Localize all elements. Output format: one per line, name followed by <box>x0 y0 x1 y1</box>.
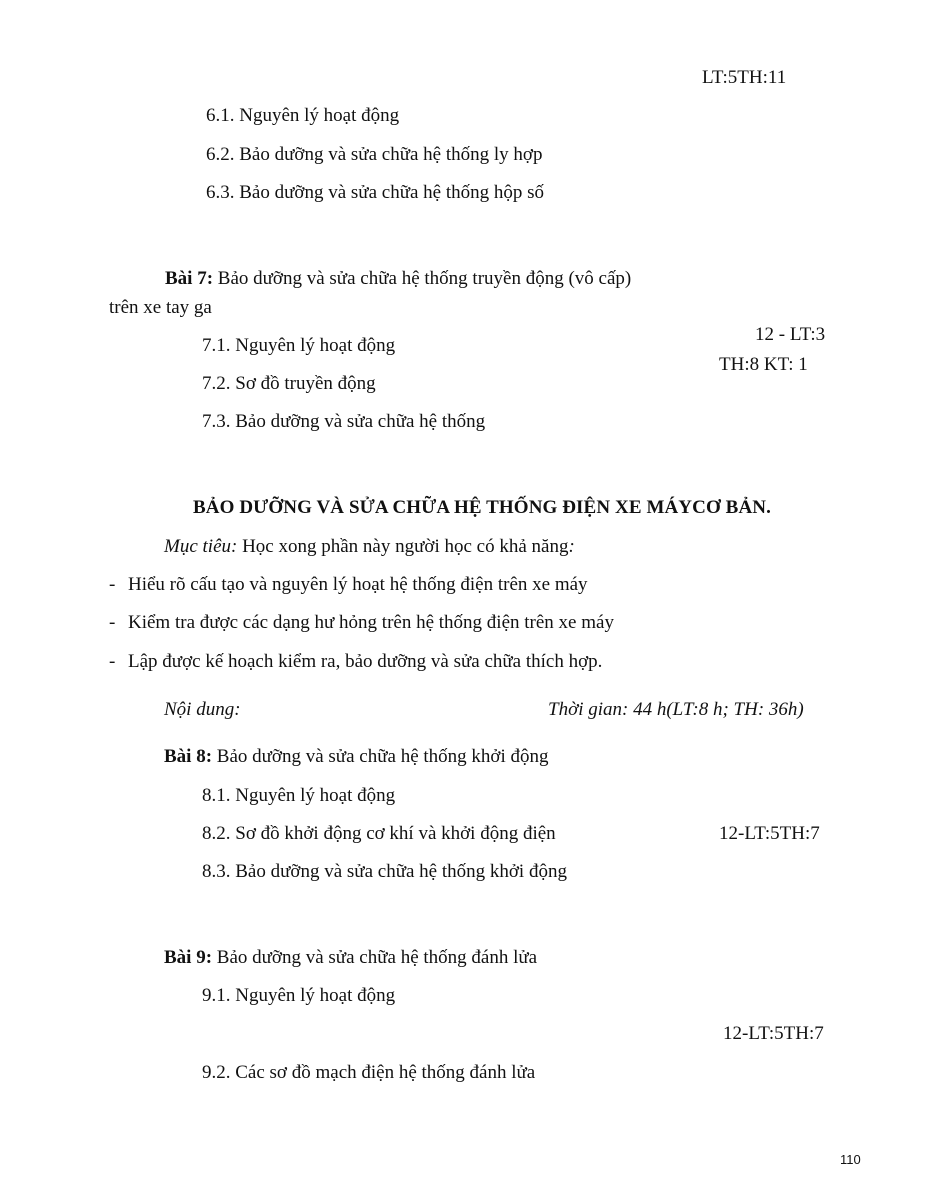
lesson9-label: Bài 9: <box>164 947 213 968</box>
lesson7-item-3: 7.3. Bảo dưỡng và sửa chữa hệ thống <box>202 411 486 432</box>
lesson7-label: Bài 7: <box>165 268 214 289</box>
lesson7-hours-line2: TH:8 KT: 1 <box>719 354 808 375</box>
lesson8-item-1: 8.1. Nguyên lý hoạt động <box>202 785 396 806</box>
bullet-marker: - <box>109 612 116 633</box>
lesson8-title <box>164 747 549 766</box>
objective-bullet-1: Hiểu rõ cấu tạo và nguyên lý hoạt hệ thống điện trên xe máy <box>128 574 588 595</box>
time-label: Thời gian: 44 h(LT:8 h; TH: 36h) <box>548 699 804 720</box>
objective-bullet-2: Kiểm tra được các dạng hư hỏng trên hệ thống điện trên xe máy <box>128 612 614 633</box>
lesson8-hours: 12-LT:5TH:7 <box>719 823 820 844</box>
objective-colon: : <box>568 536 575 557</box>
objective-text: Học xong phần này người học có khả năng <box>237 536 569 557</box>
objective-label: Mục tiêu: <box>164 536 238 557</box>
lesson7-title-text: Bảo dưỡng và sửa chữa hệ thống truyền động (vô cấp) <box>213 268 632 289</box>
lesson8-title-text: Bảo dưỡng và sửa chữa hệ thống khởi động <box>212 746 549 767</box>
lesson9-item-1: 9.1. Nguyên lý hoạt động <box>202 985 396 1006</box>
lesson9-title-text: Bảo dưỡng và sửa chữa hệ thống đánh lửa <box>212 947 538 968</box>
lesson8-item-2: 8.2. Sơ đồ khởi động cơ khí và khởi động điện <box>202 823 556 844</box>
section6-item-1: 6.1. Nguyên lý hoạt động <box>206 105 400 126</box>
part-heading: BẢO DƯỠNG VÀ SỬA CHỮA HỆ THỐNG ĐIỆN XE MÁYCƠ BẢN. <box>193 497 771 518</box>
lesson8-label: Bài 8: <box>164 746 213 767</box>
page-number: 110 <box>840 1152 861 1167</box>
lesson7-item-2: 7.2. Sơ đồ truyền động <box>202 373 376 394</box>
bullet-marker: - <box>109 574 116 595</box>
lesson8-item-3: 8.3. Bảo dưỡng và sửa chữa hệ thống khởi động <box>202 861 567 882</box>
bullet-marker: - <box>109 651 116 672</box>
content-label: Nội dung: <box>164 699 241 720</box>
lesson9-title <box>164 948 537 967</box>
section6-hours: LT:5TH:11 <box>702 67 787 88</box>
section6-item-2: 6.2. Bảo dưỡng và sửa chữa hệ thống ly hợp <box>206 144 543 165</box>
lesson9-item-2: 9.2. Các sơ đồ mạch điện hệ thống đánh lửa <box>202 1062 536 1083</box>
lesson7-hours-line1: 12 - LT:3 <box>755 324 826 345</box>
objective-line <box>164 537 575 556</box>
objective-bullet-3: Lập được kế hoạch kiểm ra, bảo dưỡng và sửa chữa thích hợp. <box>128 651 603 672</box>
section6-item-3: 6.3. Bảo dưỡng và sửa chữa hệ thống hộp số <box>206 182 545 203</box>
lesson9-hours: 12-LT:5TH:7 <box>723 1023 824 1044</box>
lesson7-item-1: 7.1. Nguyên lý hoạt động <box>202 335 396 356</box>
lesson7-title-continued: trên xe tay ga <box>109 297 212 318</box>
lesson7-title <box>165 269 631 288</box>
